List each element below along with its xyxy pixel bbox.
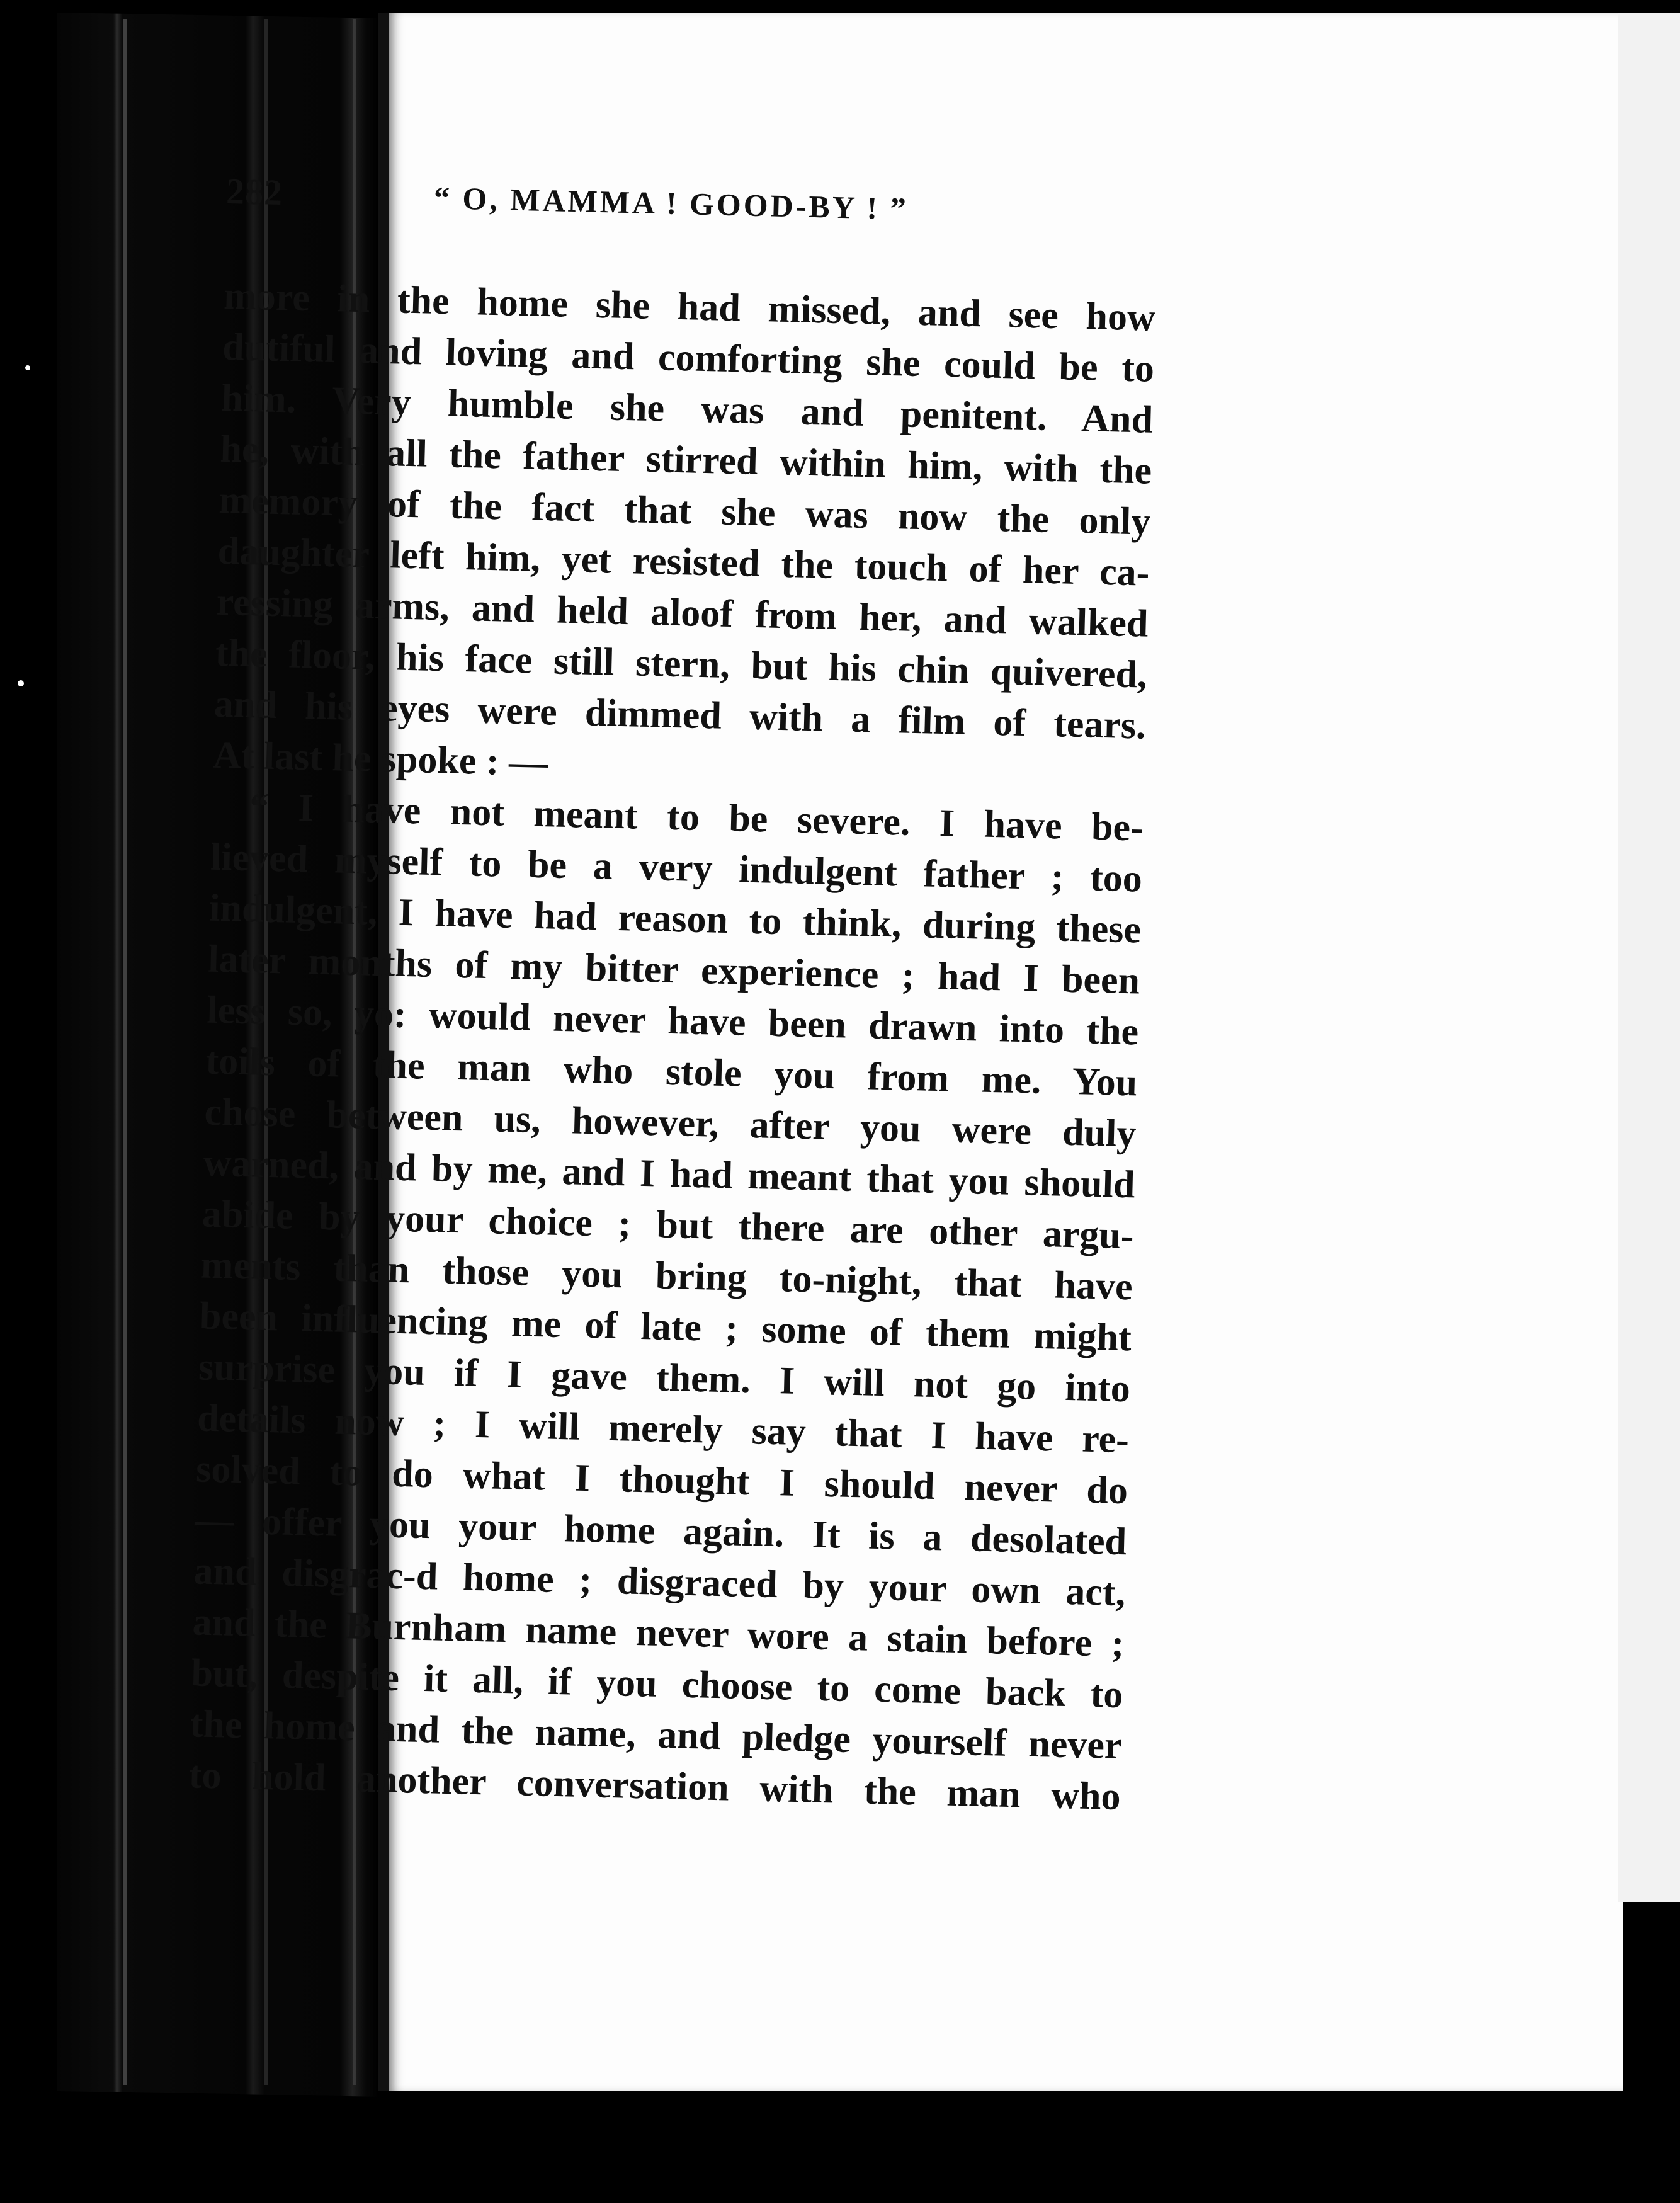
text-line: the floor, his face still stern, but his chin quivered, — [215, 631, 1148, 697]
paragraph-2 — [188, 781, 1144, 1823]
chapter-title: “ O, MAMMA ! GOOD-BY ! ” — [433, 179, 909, 227]
text-line: less so, yo: would never have been drawn into the — [206, 988, 1139, 1054]
text-line: At last he spoke : — — [212, 733, 548, 785]
page-number: 282 — [225, 170, 283, 213]
text-line: and disgrac-d home ; disgraced by your own act, — [193, 1549, 1126, 1615]
scan-speck — [25, 365, 30, 370]
text-line: details now ; I will merely say that I have re- — [196, 1396, 1130, 1462]
text-line: daughter left him, yet resisted the touch of her ca- — [217, 529, 1150, 595]
text-line: abide by your choice ; but there are other argu- — [201, 1192, 1135, 1258]
text-line: indulgent, I have had reason to think, during these — [208, 886, 1142, 952]
text-line: ressing arms, and held aloof from her, and walked — [216, 580, 1149, 646]
text-line: lieved myself to be a very indulgent father ; too — [210, 835, 1143, 901]
text-line: but, despite it all, if you choose to come back to — [190, 1651, 1124, 1717]
scan-speck — [18, 680, 24, 686]
text-line: — offer you your home again. It is a desolated — [194, 1498, 1127, 1564]
text-line: memory of the fact that she was now the only — [218, 478, 1152, 544]
text-line: him. Very humble she was and penitent. And — [220, 376, 1154, 441]
text-line: to hold another conversation with the man who — [188, 1753, 1121, 1819]
facing-page-edge — [1618, 13, 1680, 1902]
page-content — [188, 170, 1159, 1823]
text-line: and the Burnham name never wore a stain before ; — [191, 1600, 1125, 1666]
text-line: solved to do what I thought I should never do — [195, 1447, 1128, 1513]
paragraph-1 — [212, 271, 1156, 803]
text-line: surprise you if I gave them. I will not go into — [198, 1345, 1131, 1411]
text-line: and his eyes were dimmed with a film of tears. — [213, 682, 1147, 748]
text-line: the home and the name, and pledge yourself never — [190, 1702, 1123, 1768]
text-line: been influencing me of late ; some of them might — [199, 1294, 1132, 1360]
text-line: chose between us, however, after you were duly — [203, 1090, 1137, 1156]
text-line: toils of the man who stole you from me. You — [205, 1039, 1138, 1105]
page-edge-highlight — [123, 19, 127, 2085]
text-line: he, with all the father stirred within him, with the — [219, 427, 1152, 492]
text-line: ments than those you bring to-night, that have — [200, 1243, 1133, 1309]
text-line: dutiful and loving and comforting she could be to — [222, 325, 1155, 390]
body-text — [188, 271, 1156, 1823]
text-line: warned, and by me, and I had meant that you should — [203, 1141, 1136, 1207]
text-line: later months of my bitter experience ; had I been — [207, 937, 1140, 1003]
text-line: “ I have not meant to be severe. I have be- — [249, 785, 1144, 850]
text-line: more in the home she had missed, and see how — [223, 274, 1156, 339]
